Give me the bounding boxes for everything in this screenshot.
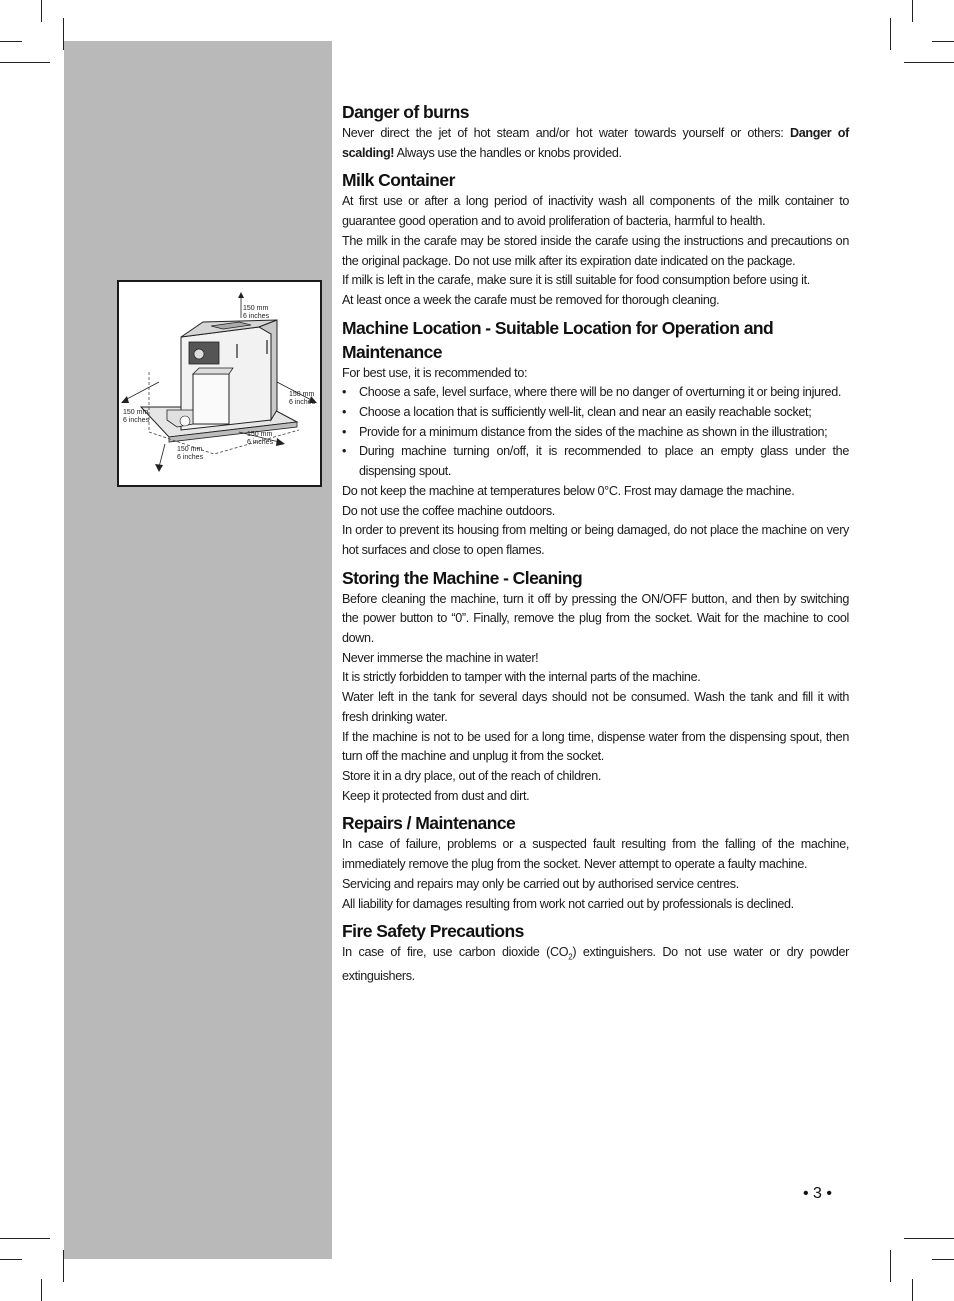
crop-mark — [0, 1259, 22, 1260]
section-heading: Danger of burns — [342, 102, 469, 122]
right-clearance-label-inches: 6 inches — [289, 399, 316, 406]
section-storing-cleaning — [342, 566, 849, 807]
page-number: • 3 • — [803, 1185, 832, 1202]
section-danger-of-burns — [342, 100, 849, 163]
list-item: • During machine turning on/off, it is recommended to place an empty glass under the dispensing spout. — [342, 442, 849, 481]
paragraph: In order to prevent its housing from melting or being damaged, do not place the machine on very hot surfaces and close to open flames. — [342, 523, 849, 557]
crop-mark — [41, 1279, 42, 1301]
paragraph: The milk in the carafe may be stored inside the carafe using the instructions and precautions on the original package. Do not use milk after its expiration date indicated on the package. — [342, 233, 849, 268]
crop-mark — [41, 0, 42, 22]
paragraph: Before cleaning the machine, turn it off by pressing the ON/OFF button, and then by switching the power button to “0”. Finally, remove the plug from the socket. Wait for the machine to cool down. — [342, 591, 849, 646]
left-clearance-label: 150 mm — [123, 409, 149, 416]
paragraph: Keep it protected from dust and dirt. — [342, 788, 530, 803]
paragraph: All liability for damages resulting from work not carried out by professionals is declined. — [342, 896, 794, 911]
bullet-list — [342, 383, 849, 482]
paragraph: Do not keep the machine at temperatures below 0°C. Frost may damage the machine. — [342, 483, 795, 498]
paragraph: If milk is left in the carafe, make sure it is still suitable for food consumption before using it. — [342, 273, 810, 288]
paragraph: At first use or after a long period of inactivity wash all components of the milk container to guarantee good operation and to avoid proliferation of bacteria, harmful to health. — [342, 194, 849, 229]
paragraph: Never immerse the machine in water! — [342, 650, 539, 665]
paragraph: For best use, it is recommended to: — [342, 365, 528, 380]
crop-mark — [0, 1238, 50, 1239]
list-item: • Provide for a minimum distance from the sides of the machine as shown in the illustration; — [342, 423, 849, 443]
paragraph: Servicing and repairs may only be carried out by authorised service centres. — [342, 876, 739, 891]
list-item: • Choose a safe, level surface, where there will be no danger of overturning it or being injured. — [342, 383, 849, 403]
section-heading: Machine Location - Suitable Location for Operation and Maintenance — [342, 317, 774, 362]
crop-mark — [0, 41, 22, 42]
crop-mark — [890, 18, 891, 50]
warning-emphasis: Danger of scalding! — [342, 126, 849, 160]
section-heading: Repairs / Maintenance — [342, 813, 516, 834]
front-left-clearance-label: 150 mm — [177, 446, 203, 453]
crop-mark — [912, 0, 913, 22]
paragraph: It is strictly forbidden to tamper with the internal parts of the machine. — [342, 670, 701, 685]
crop-mark — [912, 1279, 913, 1301]
front-left-clearance-label-inches: 6 inches — [177, 454, 204, 461]
paragraph: Store it in a dry place, out of the reach of children. — [342, 768, 602, 783]
crop-mark — [904, 1238, 954, 1239]
instructions-text-column — [342, 100, 849, 992]
section-heading: Fire Safety Precautions — [342, 921, 524, 942]
section-heading: Milk Container — [342, 170, 455, 191]
machine-clearance-illustration — [117, 280, 322, 487]
list-item: • Choose a location that is sufficiently well-lit, clean and near an easily reachable socket; — [342, 403, 849, 423]
paragraph: In case of failure, problems or a suspected fault resulting from the falling of the machine, immediately remove the plug from the socket. Never attempt to operate a faulty machine. — [342, 837, 849, 872]
section-machine-location — [342, 316, 849, 561]
front-right-clearance-label: 150 mm — [247, 431, 273, 438]
coffee-machine-drawing — [119, 282, 320, 485]
section-repairs-maintenance — [342, 811, 849, 914]
front-right-clearance-label-inches: 6 inches — [247, 439, 274, 446]
right-clearance-label: 150 mm — [289, 391, 315, 398]
left-clearance-label-inches: 6 inches — [123, 417, 150, 424]
section-milk-container — [342, 168, 849, 310]
crop-mark — [0, 62, 50, 63]
subscript: 2 — [568, 952, 573, 962]
paragraph: In case of fire, use carbon dioxide $(CO_2)$ extinguishers. Do not use water or dry powder extinguishers. — [342, 945, 849, 984]
crop-mark — [904, 62, 954, 63]
gray-sidebar — [64, 41, 332, 1259]
crop-mark — [890, 1250, 891, 1282]
section-fire-safety — [342, 919, 849, 987]
paragraph: If the machine is not to be used for a long time, dispense water from the dispensing spout, then turn off the machine and unplug it from the socket. — [342, 729, 849, 764]
paragraph: Water left in the tank for several days should not be consumed. Wash the tank and fill it with fresh drinking water. — [342, 690, 849, 724]
section-heading: Storing the Machine - Cleaning — [342, 567, 583, 588]
paragraph: At least once a week the carafe must be removed for thorough cleaning. — [342, 292, 720, 307]
top-clearance-label: 150 mm — [243, 305, 269, 312]
paragraph: Do not use the coffee machine outdoors. — [342, 503, 555, 518]
crop-mark — [932, 41, 954, 42]
paragraph: Never direct the jet of hot steam and/or hot water towards yourself or others: Danger of scalding! Always use the handles or knobs provided. — [342, 126, 849, 160]
crop-mark — [932, 1259, 954, 1260]
top-clearance-label-inches: 6 inches — [243, 313, 270, 320]
